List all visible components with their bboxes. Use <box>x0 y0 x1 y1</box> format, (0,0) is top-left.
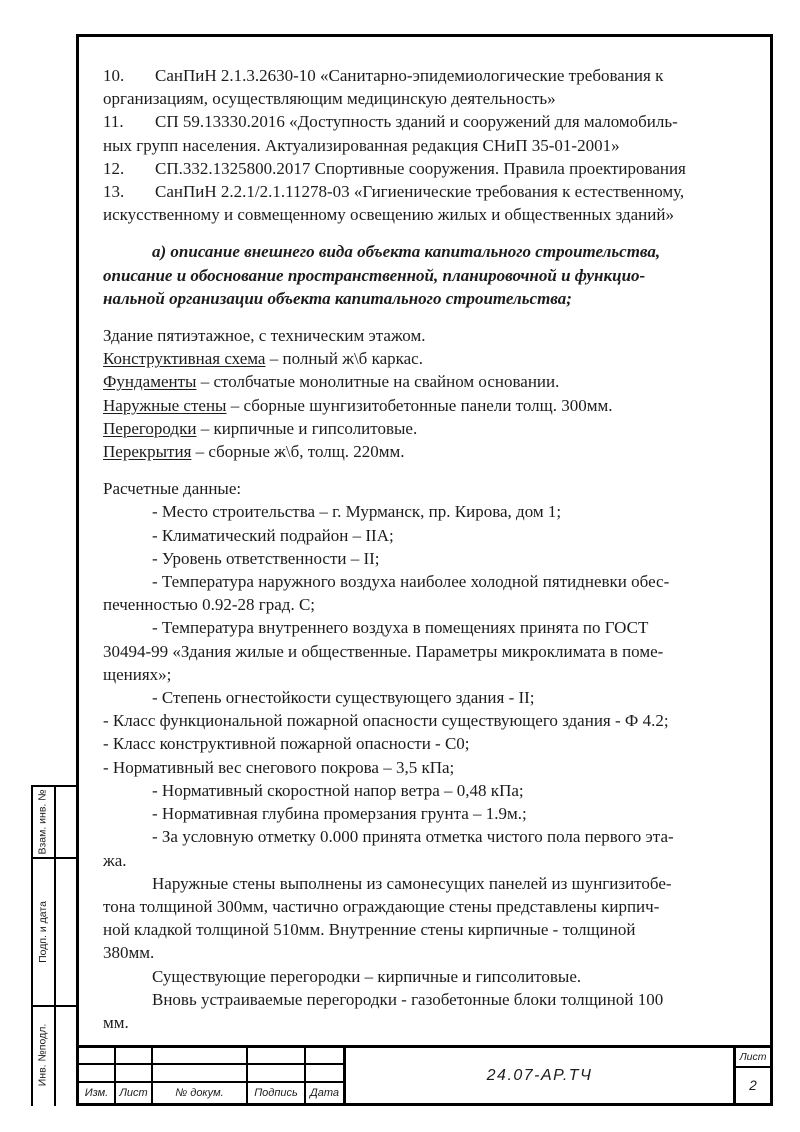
text-line: Здание пятиэтажное, с техническим этажом. <box>103 326 426 346</box>
divider <box>79 1063 343 1065</box>
text-line: - Место строительства – г. Мурманск, пр. Кирова, дом 1; <box>152 502 562 522</box>
text-line: 380мм. <box>103 943 155 963</box>
text-line: - Климатический подрайон – IIА; <box>152 525 394 545</box>
list-number: 11. <box>103 112 124 132</box>
titleblock-col-izm: Изм. <box>84 1087 109 1099</box>
text-line: - Температура наружного воздуха наиболее холодной пятидневки обес- <box>152 572 670 592</box>
text-line: организациям, осуществляющим медицинскую деятельность» <box>103 89 556 109</box>
text-line: 10. СанПиН 2.1.3.2630-10 «Санитарно-эпидемиологические требования к <box>103 64 751 87</box>
text-line: тона толщиной 300мм, частично ограждающие стены представлены кирпич- <box>103 896 660 916</box>
text-line: мм. <box>103 1012 129 1032</box>
text-line: - Уровень ответственности – II; <box>152 548 380 568</box>
text-line: 11. СП 59.13330.2016 «Доступность зданий и сооружений для маломобиль- <box>103 110 751 133</box>
text-line: Существующие перегородки – кирпичные и гипсолитовые. <box>152 966 582 986</box>
sidebar-cell-podp-data <box>31 859 54 1005</box>
text-line: а) описание внешнего вида объекта капитального строительства, <box>152 242 661 262</box>
text-line: жа. <box>103 850 127 870</box>
text-line: Перекрытия – сборные ж\б, толщ. 220мм. <box>103 442 405 462</box>
underlined-term: Наружные стены <box>103 395 227 415</box>
text-line: ной кладкой толщиной 510мм. Внутренние стены кирпичные - толщиной <box>103 920 636 940</box>
sidebar-cell-inv-podl <box>31 1007 54 1103</box>
text-line: искусственному и совмещенному освещению жилых и общественных зданий» <box>103 205 674 225</box>
underlined-term: Перегородки <box>103 418 197 438</box>
paragraph-gap <box>103 310 751 324</box>
sheet-number: 2 <box>749 1077 757 1093</box>
text-line: - Температура внутреннего воздуха в помещениях принята по ГОСТ <box>152 618 649 638</box>
text-line: - Нормативная глубина промерзания грунта – 1.9м.; <box>152 804 527 824</box>
text-line: - Степень огнестойкости существующего здания - II; <box>152 688 535 708</box>
text-line: Фундаменты – столбчатые монолитные на свайном основании. <box>103 372 560 392</box>
text-line: щениях»; <box>103 664 172 684</box>
text-line: Наружные стены выполнены из самонесущих панелей из шунгизитобе- <box>152 873 672 893</box>
paragraph-gap <box>103 463 751 477</box>
document-number: 24.07-АР.ТЧ <box>486 1066 593 1084</box>
text-line: - Класс конструктивной пожарной опасности - С0; <box>103 734 470 754</box>
sidebar-label: Подп. и дата <box>36 901 49 963</box>
text-line: 12. СП.332.1325800.2017 Спортивные сооружения. Правила проектирования <box>103 157 751 180</box>
text-line: Наружные стены – сборные шунгизитобетонные панели толщ. 300мм. <box>103 395 613 415</box>
sheet-label: Лист <box>739 1050 767 1063</box>
text-line: Конструктивная схема – полный ж\б каркас. <box>103 349 423 369</box>
text-line: печенностью 0.92-28 град. С; <box>103 595 316 615</box>
underlined-term: Фундаменты <box>103 372 197 392</box>
text-line: 13. СанПиН 2.2.1/2.1.11278-03 «Гигиенические требования к естественному, <box>103 180 751 203</box>
document-body <box>103 64 751 1034</box>
titleblock-col-data: Дата <box>309 1087 340 1099</box>
divider <box>54 785 56 1106</box>
text-line: 30494-99 «Здания жилые и общественные. Параметры микроклимата в поме- <box>103 641 664 661</box>
paragraph-gap <box>103 226 751 240</box>
list-number: 10. <box>103 66 125 85</box>
text-line: описание и обоснование пространственной, планировочной и функцио- <box>103 265 646 285</box>
text-line: Перегородки – кирпичные и гипсолитовые. <box>103 418 418 438</box>
list-number: 13. <box>103 182 125 202</box>
list-number: 12. <box>103 158 125 178</box>
text-line: нальной организации объекта капитального строительства; <box>103 288 572 308</box>
titleblock-col-list: Лист <box>119 1087 148 1099</box>
sidebar-cell-vzam-inv <box>31 787 54 857</box>
text-line: - Нормативный скоростной напор ветра – 0,48 кПа; <box>152 780 524 800</box>
sidebar-label: Инв. №подл. <box>36 1023 49 1087</box>
text-line: - Класс функциональной пожарной опасности существующего здания - Ф 4.2; <box>103 711 669 731</box>
sidebar-label: Взам. инв. № <box>36 789 49 855</box>
text-line: Расчетные данные: <box>103 479 242 499</box>
text-line: Вновь устраиваемые перегородки - газобетонные блоки толщиной 100 <box>152 989 664 1009</box>
text-line: ных групп населения. Актуализированная редакция СНиП 35-01-2001» <box>103 135 620 155</box>
titleblock-col-podpis: Подпись <box>254 1087 298 1099</box>
underlined-term: Перекрытия <box>103 442 192 462</box>
underlined-term: Конструктивная схема <box>103 349 266 369</box>
text-line: - Нормативный вес снегового покрова – 3,5 кПа; <box>103 757 455 777</box>
titleblock-col-dokum: № докум. <box>175 1087 224 1099</box>
text-line: - За условную отметку 0.000 принята отметка чистого пола первого эта- <box>152 827 674 847</box>
